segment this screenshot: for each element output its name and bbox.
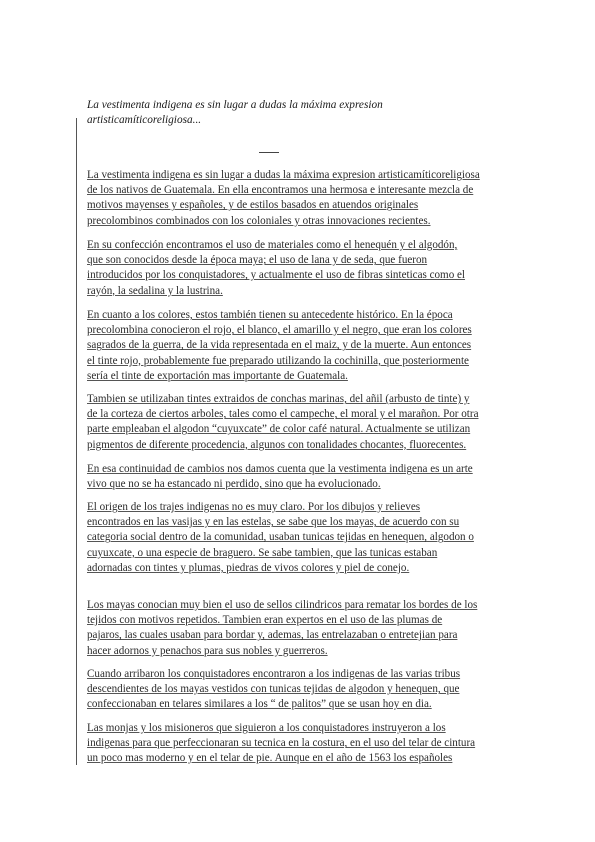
section-separator (259, 152, 279, 153)
paragraph-line: parte empleaban el algodon “cuyuxcate” de color café natural. Actualmente se utilizan (87, 423, 471, 436)
paragraph-line: motivos mayenses y españoles, y de estilos basados en atuendos originales (87, 199, 419, 212)
paragraph-line: sería el tinte de exportación mas importante de Guatemala. (87, 369, 348, 382)
paragraph-line: pigmentos de diferente procedencia, algunos con tonalidades chocantes, fluorecentes. (87, 438, 467, 451)
paragraph-line: cuyuxcate, o una especie de braguero. Se sabe tambien, que las tunicas estaban (87, 546, 438, 559)
paragraph-line: En esa continuidad de cambios nos damos cuenta que la vestimenta indigena es un arte (87, 463, 473, 475)
paragraph (87, 598, 517, 659)
paragraph (87, 500, 517, 576)
paragraph-line: introducidos por los conquistadores, y actualmente el uso de fibras sinteticas como el (87, 269, 466, 282)
paragraph-line: categoria social dentro de la comunidad, usaban tunicas tejidas en henequen, algodon o (87, 531, 474, 544)
paragraph (87, 462, 517, 492)
paragraph-line: descendientes de los mayas vestidos con tunicas tejidas de algodon y henequen, que (87, 683, 460, 696)
paragraph-line: Los mayas conocian muy bien el uso de sellos cilindricos para rematar los bordes de los (87, 599, 478, 611)
paragraph (87, 168, 517, 229)
paragraph (87, 392, 517, 453)
title-line: La vestimenta indigena es sin lugar a dudas la máxima expresion (87, 99, 383, 111)
paragraph-line: el tinte rojo, probablemente fue preparado utilizando la cochinilla, que posteriormente (87, 354, 469, 367)
paragraph-line: rayón, la sedalina y la lustrina. (87, 284, 223, 297)
paragraph-line: tejidos con motivos repetidos. Tambien eran expertos en el uso de las plumas de (87, 614, 443, 627)
paragraph-line: En su confección encontramos el uso de materiales como el henequén y el algodón, (87, 239, 458, 251)
paragraph (87, 667, 517, 713)
paragraph-line: La vestimenta indigena es sin lugar a dudas la máxima expresion artisticamíticoreligiosa (87, 169, 480, 181)
paragraph-line: precolombinos combinados con los coloniales y otras innovaciones recientes. (87, 214, 431, 227)
paragraph-line: confeccionaban en telares similares a los “ de palitos” que se usan hoy en dia. (87, 698, 432, 711)
paragraph (87, 308, 517, 384)
paragraph-line: que son conocidos desde la época maya; el uso de lana y de seda, que fueron (87, 254, 428, 267)
paragraph-line: de la corteza de ciertos arboles, tales como el campeche, el moral y el marañon. Por otra (87, 408, 479, 421)
paragraph-line: Cuando arribaron los conquistadores encontraron a los indigenas de las varias tribus (87, 668, 461, 680)
paragraph-line: adornadas con tintes y plumas, piedras de vivos colores y piel de conejo. (87, 561, 410, 574)
paragraph-line: hacer adornos y penachos para sus nobles y guerreros. (87, 644, 328, 657)
paragraph-line: encontrados en las vasijas y en las estelas, se sabe que los mayas, de acuerdo con su (87, 516, 460, 529)
paragraph-line: En cuanto a los colores, estos también tienen su antecedente histórico. En la época (87, 309, 453, 321)
paragraph-line: vivo que no se ha estancado ni perdido, sino que ha evolucionado. (87, 478, 381, 491)
title-line: artisticamíticoreligiosa... (87, 114, 202, 126)
paragraph-line: pajaros, las cuales usaban para bordar y, ademas, las entrelazaban o entretejian para (87, 629, 458, 642)
paragraph-line: indigenas para que perfeccionaran su tecnica en la costura, en el uso del telar de cintura (87, 737, 476, 750)
document-title (87, 98, 517, 128)
paragraph-line: Las monjas y los misioneros que siguieron a los conquistadores instruyeron a los (87, 722, 446, 734)
left-margin-rule (76, 118, 77, 765)
paragraph-line: precolombina conocieron el rojo, el blanco, el amarillo y el negro, que eran los colores (87, 324, 472, 337)
paragraph (87, 238, 517, 299)
paragraph-line: El origen de los trajes indigenas no es muy claro. Por los dibujos y relieves (87, 501, 421, 513)
paragraph-line: un poco mas moderno y en el telar de pie. Aunque en el año de 1563 los españoles (87, 752, 453, 765)
paragraph (87, 721, 517, 767)
paragraph-line: sagrados de la guerra, de la vida representada en el maiz, y de la muerte. Aun entonces (87, 339, 472, 352)
paragraph-line: de los nativos de Guatemala. En ella encontramos una hermosa e interesante mezcla de (87, 184, 474, 197)
paragraph-line: Tambien se utilizaban tintes extraidos de conchas marinas, del añil (arbusto de tinte) y (87, 393, 470, 405)
